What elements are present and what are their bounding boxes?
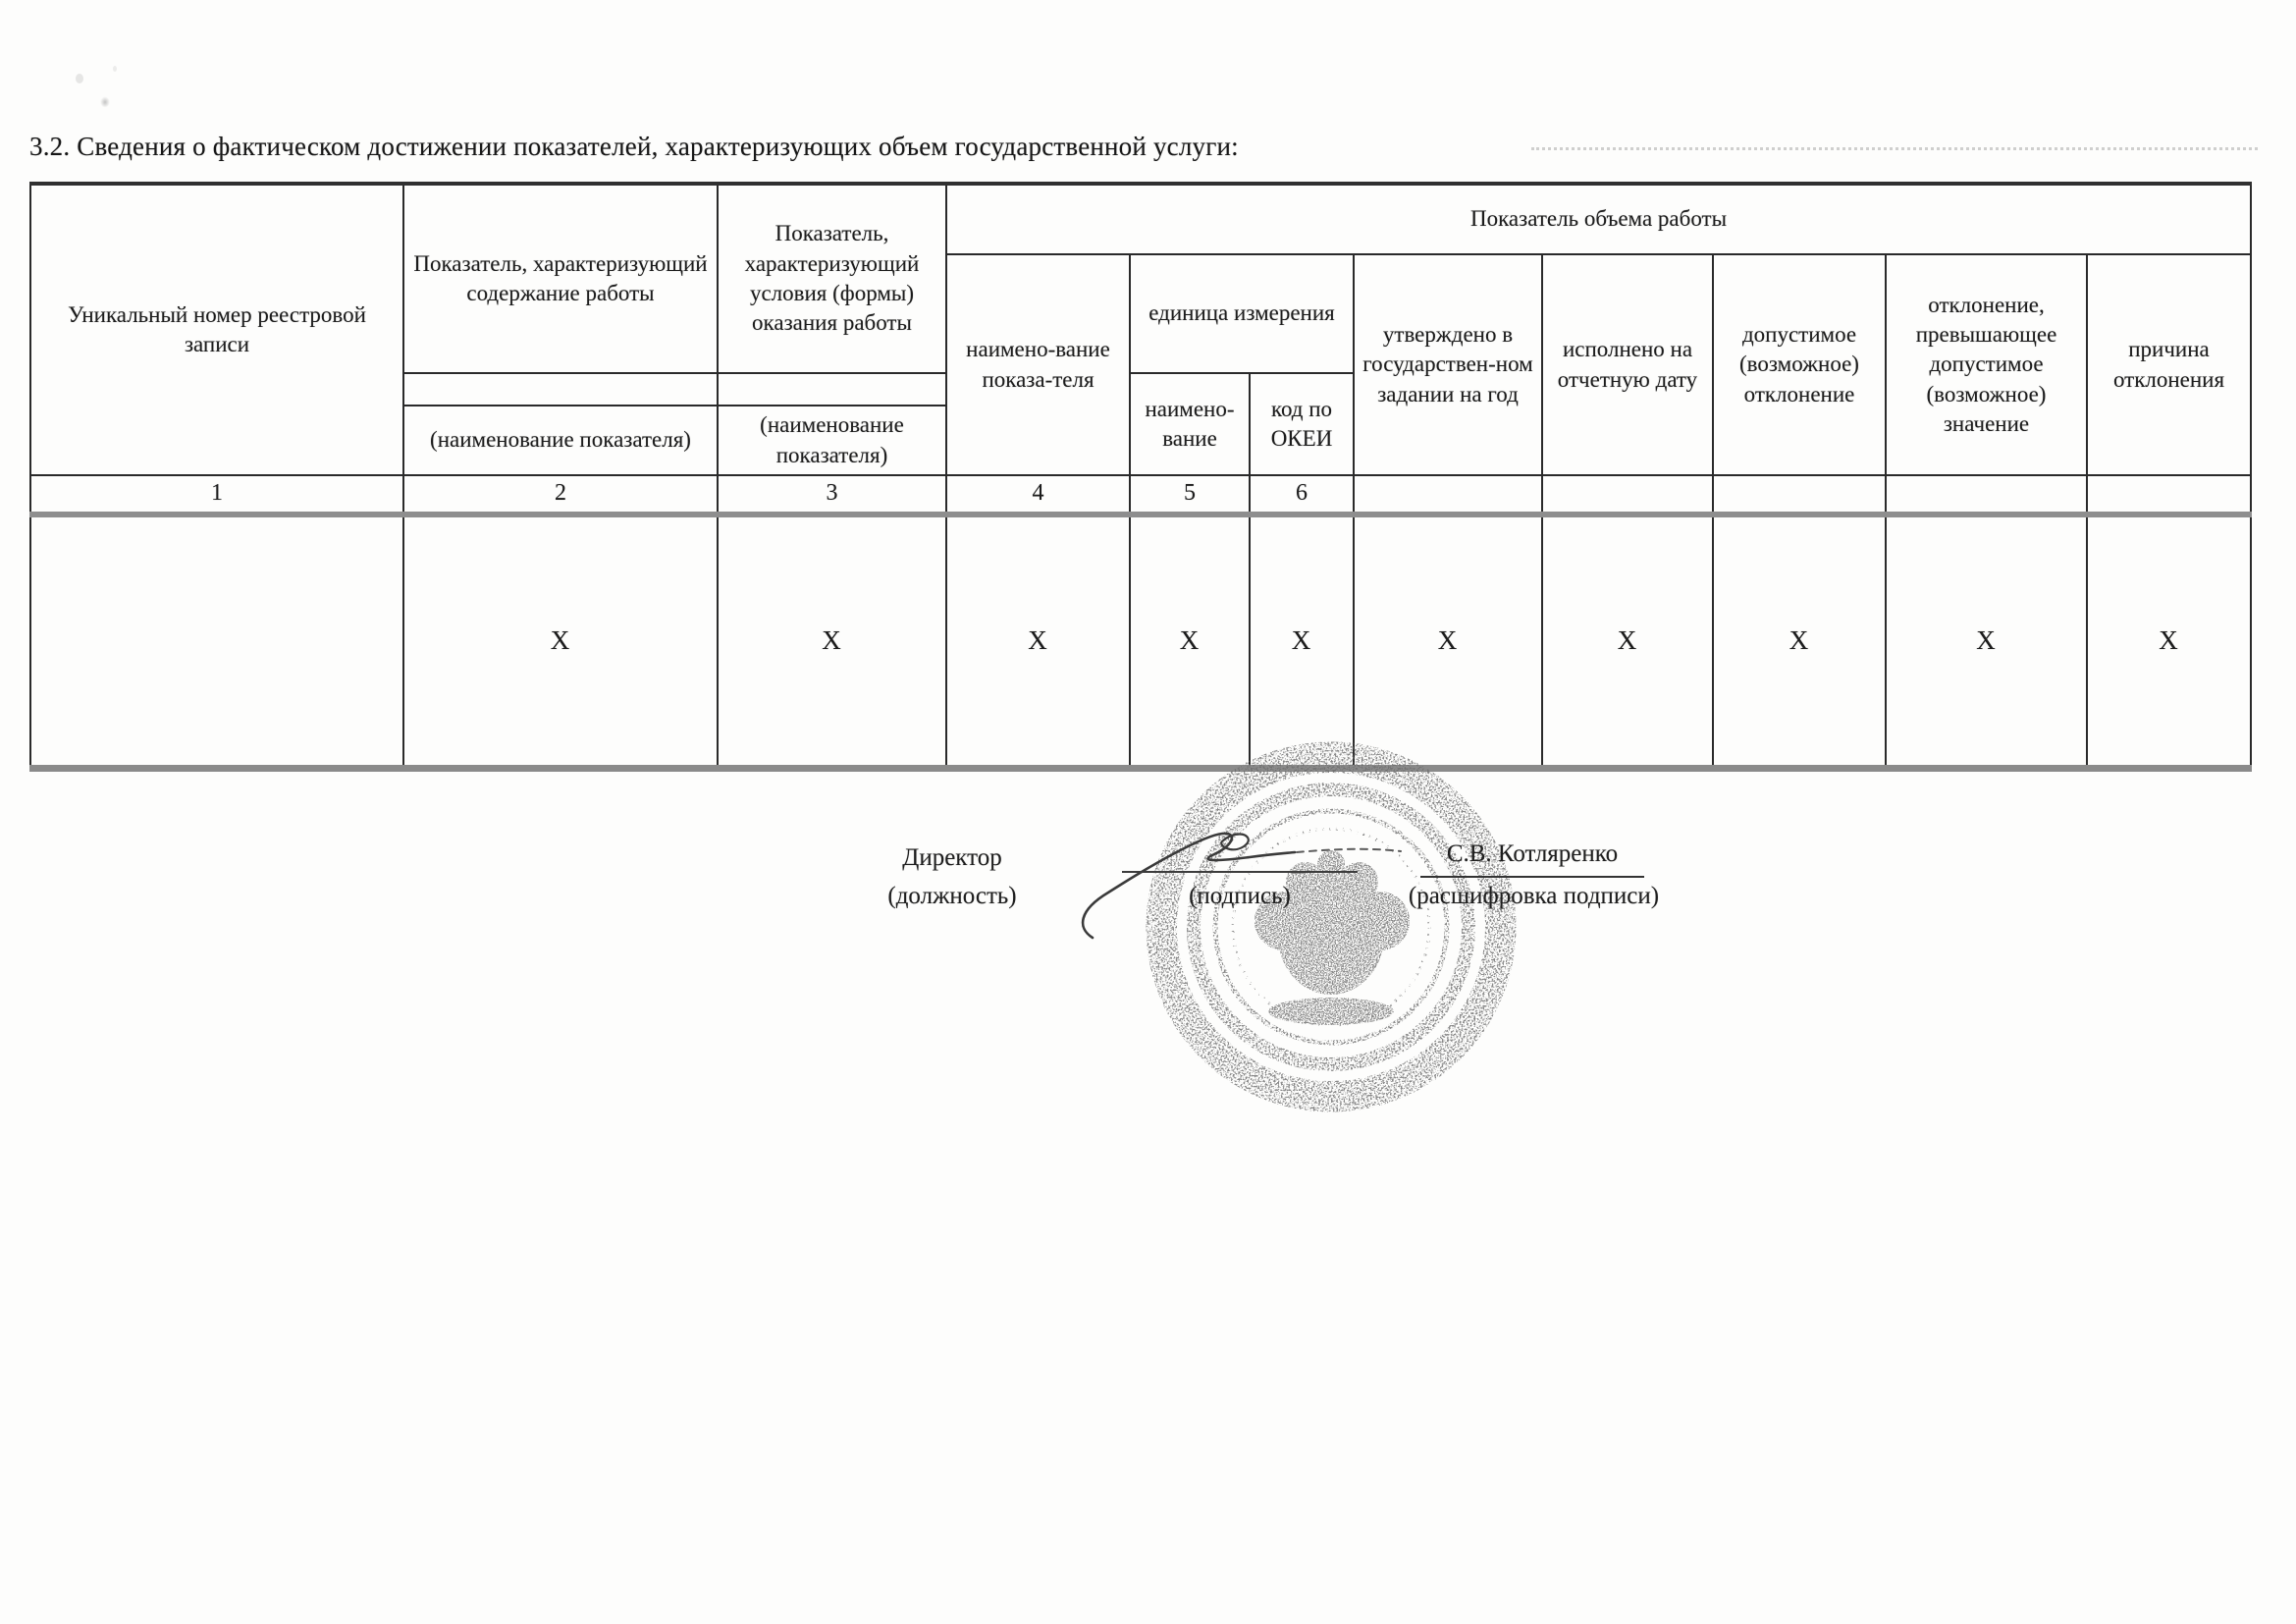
- data-cell: X: [1713, 514, 1886, 769]
- column-number: 3: [718, 475, 946, 514]
- signer-position-label: Директор: [902, 844, 1002, 871]
- data-cell-registry-number: [30, 514, 403, 769]
- col-header-indicator-name: наимено-вание показа-теля: [946, 254, 1130, 475]
- column-number: 5: [1130, 475, 1250, 514]
- column-number: [2087, 475, 2251, 514]
- col-header-approved: утверждено в государствен-ном задании на год: [1354, 254, 1542, 475]
- volume-indicators-table: [29, 182, 2252, 772]
- col-header-registry-number: Уникальный номер реестровой записи: [30, 184, 403, 475]
- handwritten-signature-icon: [1075, 808, 1418, 955]
- subcaption-indicator-name: (наименование показателя): [403, 406, 718, 475]
- spacer-cell: [403, 373, 718, 406]
- column-number: [1542, 475, 1713, 514]
- position-caption: (должность): [887, 883, 1017, 909]
- table-row: [30, 514, 2251, 769]
- data-cell: X: [1354, 514, 1542, 769]
- column-number: 6: [1250, 475, 1354, 514]
- scan-smudge: [98, 94, 112, 110]
- column-number: 4: [946, 475, 1130, 514]
- subcaption-indicator-name: (наименование показателя): [718, 406, 946, 475]
- col-header-allowed-deviation: допустимое (возможное) отклонение: [1713, 254, 1886, 475]
- spacer-cell: [718, 373, 946, 406]
- signer-name: С.В. Котляренко: [1420, 840, 1644, 878]
- col-header-content-indicator: Показатель, характеризующий содержание работы: [403, 184, 718, 373]
- group-header-volume-indicator: Показатель объема работы: [946, 184, 2251, 254]
- group-header-unit: единица измерения: [1130, 254, 1354, 373]
- data-cell: X: [403, 514, 718, 769]
- data-cell: X: [1542, 514, 1713, 769]
- column-number: 1: [30, 475, 403, 514]
- data-cell: X: [1886, 514, 2087, 769]
- column-number: [1886, 475, 2087, 514]
- column-number: 2: [403, 475, 718, 514]
- col-header-unit-name: наимено-вание: [1130, 373, 1250, 475]
- col-header-okei-code: код по ОКЕИ: [1250, 373, 1354, 475]
- data-cell: X: [1130, 514, 1250, 769]
- data-cell: X: [1250, 514, 1354, 769]
- transcript-caption: (расшифровка подписи): [1408, 883, 1660, 909]
- column-number: [1713, 475, 1886, 514]
- col-header-deviation-reason: причина отклонения: [2087, 254, 2251, 475]
- col-header-conditions-indicator: Показатель, характеризующий условия (формы) оказания работы: [718, 184, 946, 373]
- scan-artifact-line: [1531, 147, 2258, 150]
- data-cell: X: [718, 514, 946, 769]
- signature-caption: (подпись): [1189, 883, 1291, 909]
- column-number-row: [30, 475, 2251, 514]
- signature-line: [1122, 836, 1358, 873]
- section-title: 3.2. Сведения о фактическом достижении показателей, характеризующих объем государственной услуги:: [29, 132, 1239, 161]
- data-cell: X: [946, 514, 1130, 769]
- col-header-exceeding-deviation: отклонение, превышающее допустимое (возможное) значение: [1886, 254, 2087, 475]
- data-cell: X: [2087, 514, 2251, 769]
- col-header-executed: исполнено на отчетную дату: [1542, 254, 1713, 475]
- column-number: [1354, 475, 1542, 514]
